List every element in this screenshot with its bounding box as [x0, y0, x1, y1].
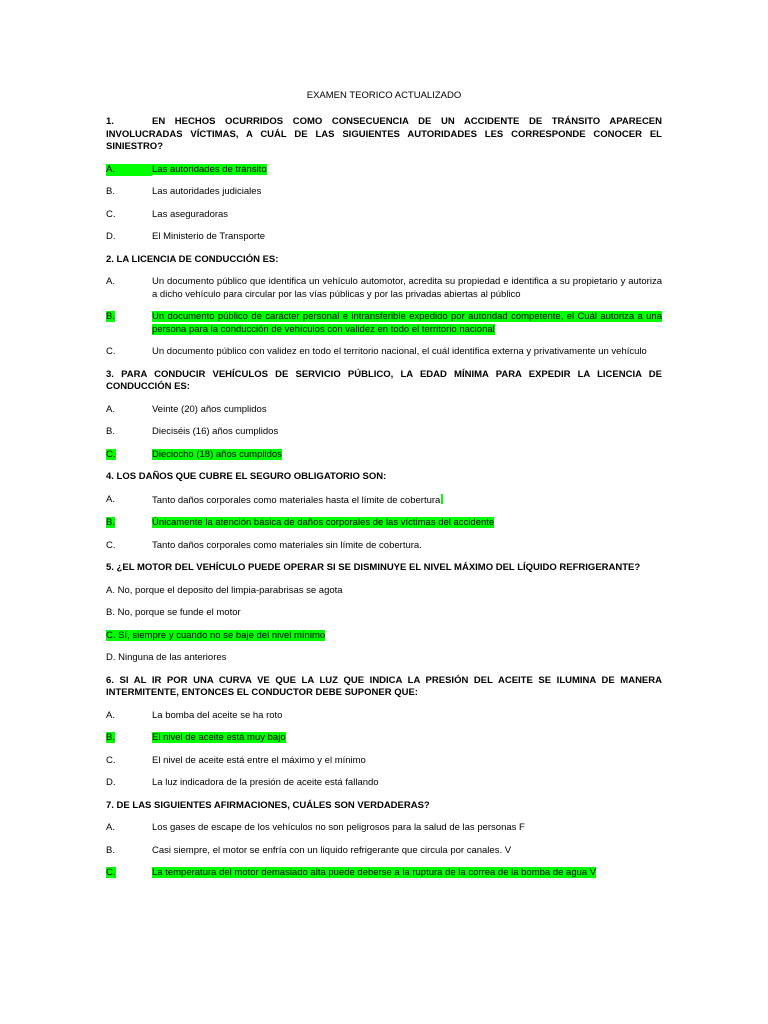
option-letter: C.	[106, 448, 116, 460]
option-3b	[106, 426, 662, 439]
option-letter: B.	[106, 517, 115, 528]
option-text: Un documento público con validez en todo el territorio nacional, el cuál identifica externa y privativamente un vehículo	[152, 346, 647, 357]
page-title: EXAMEN TEORICO ACTUALIZADO	[306, 90, 462, 101]
option-letter: B.	[106, 732, 115, 743]
option-3c	[106, 449, 662, 462]
option-text: Las autoridades judiciales	[152, 186, 262, 197]
option-7a	[106, 822, 662, 835]
option-letter: C.	[106, 754, 116, 766]
question-5: 5. ¿EL MOTOR DEL VEHÍCULO PUEDE OPERAR SI SE DISMINUYE EL NIVEL MÁXIMO DEL LÍQUIDO REFRIGERANTE?	[106, 562, 641, 573]
option-text: La bomba del aceite se ha roto	[152, 709, 283, 721]
option-text: La luz indicadora de la presión de aceite está fallando	[152, 777, 379, 788]
option-6b	[106, 732, 662, 745]
option-1a	[106, 164, 662, 177]
option-text: Únicamente la atención básica de daños corporales de las víctimas del accidente	[152, 517, 495, 528]
option-text: Los gases de escape de los vehículos no son peligrosos para la salud de las personas F	[152, 822, 525, 833]
option-4c	[106, 540, 662, 553]
option-text: El Ministerio de Transporte	[152, 231, 265, 242]
option-text: Tanto daños corporales como materiales sin límite de cobertura.	[152, 539, 422, 551]
option-letter: B.	[106, 186, 115, 197]
option-letter: A.	[106, 493, 115, 505]
option-letter: A.	[106, 276, 115, 287]
question-number: 1.	[106, 116, 114, 127]
option-4b	[106, 517, 662, 530]
option-letter: B.	[106, 844, 115, 856]
option-7b	[106, 845, 662, 858]
question-4: 4. LOS DAÑOS QUE CUBRE EL SEGURO OBLIGATORIO SON:	[106, 471, 387, 482]
option-5d: D. Ninguna de las anteriores	[106, 652, 227, 663]
option-1b	[106, 186, 662, 199]
option-text: Veinte (20) años cumplidos	[152, 403, 267, 415]
option-5c-wrap	[106, 630, 662, 643]
option-2c	[106, 346, 662, 359]
question-2: 2. LA LICENCIA DE CONDUCCIÓN ES:	[106, 253, 279, 265]
option-text: El nivel de aceite está muy bajo	[152, 732, 286, 743]
option-6d	[106, 777, 662, 790]
option-text: Dieciséis (16) años cumplidos	[152, 426, 279, 437]
question-7: 7. DE LAS SIGUIENTES AFIRMACIONES, CUÁLES SON VERDADERAS?	[106, 799, 430, 811]
option-2b	[106, 311, 662, 336]
option-letter: C.	[106, 346, 116, 357]
option-letter: C.	[106, 539, 116, 551]
option-3a	[106, 404, 662, 417]
option-6a	[106, 710, 662, 723]
highlight-marker	[441, 494, 443, 504]
exam-page	[106, 90, 662, 890]
option-text: El nivel de aceite está entre el máximo y el mínimo	[152, 754, 366, 766]
option-letter: C.	[106, 208, 116, 220]
option-letter: A.	[106, 822, 115, 833]
option-text: Casi siempre, el motor se enfría con un liquido refrigerante que circula por canales. V	[152, 844, 512, 856]
option-letter: A.	[106, 709, 115, 721]
option-5c: C. Sí, siempre y cuando no se baje del nivel mínimo	[106, 629, 326, 641]
option-letter: D.	[106, 777, 116, 788]
option-5b: B. No, porque se funde el motor	[106, 607, 241, 618]
option-text: Las autoridades de tránsito	[152, 163, 267, 175]
option-6c	[106, 755, 662, 768]
option-text: La temperatura del motor demasiado alta puede deberse a la ruptura de la correa de la bomba de agua V	[152, 867, 597, 878]
option-letter: A.	[106, 403, 115, 415]
option-1d	[106, 231, 662, 244]
option-text: Tanto daños corporales como materiales hasta el límite de cobertura	[152, 494, 441, 506]
option-letter: B.	[106, 311, 115, 322]
option-7c	[106, 867, 662, 880]
question-1	[106, 116, 662, 154]
option-letter: A.	[106, 164, 152, 177]
option-text: Dieciocho (18) años cumplidos	[152, 448, 282, 460]
option-letter: C.	[106, 867, 116, 878]
option-text: Las aseguradoras	[152, 208, 229, 220]
option-letter: B.	[106, 426, 115, 437]
option-4a	[106, 494, 662, 508]
question-3: 3. PARA CONDUCIR VEHÍCULOS DE SERVICIO PÚBLICO, LA EDAD MÍNIMA PARA EXPEDIR LA LICENCIA DE CONDUCCIÓN ES:	[106, 368, 662, 392]
question-6: 6. SI AL IR POR UNA CURVA VE QUE LA LUZ QUE INDICA LA PRESIÓN DEL ACEITE SE ILUMINA DE MANERA INTERMITENTE, ENTONCES EL CONDUCTOR DEBE SUPONER QUE:	[106, 674, 662, 698]
option-2a	[106, 276, 662, 301]
option-text: Un documento público que identifica un vehículo automotor, acredita su propiedad e identifica a su propietario y autoriza a dicho vehículo para circular por las vías públicas y por las privadas abiertas al público	[152, 276, 662, 300]
option-5a: A. No, porque el deposito del limpia-parabrisas se agota	[106, 584, 343, 596]
option-letter: D.	[106, 231, 116, 242]
option-1c	[106, 209, 662, 222]
question-text: EN HECHOS OCURRIDOS COMO CONSECUENCIA DE UN ACCIDENTE DE TRÁNSITO APARECEN INVOLUCRADAS VÍCTIMAS, A CUÁL DE LAS SIGUIENTES AUTORIDADES LES CORRESPONDE CONOCER EL SINIESTRO?	[106, 116, 662, 152]
option-text: Un documento público de carácter personal e intransferible expedido por autoridad competente, el Cuál autoriza a una persona para la conducción de vehículos con validez en todo el territorio nacional	[152, 311, 662, 335]
